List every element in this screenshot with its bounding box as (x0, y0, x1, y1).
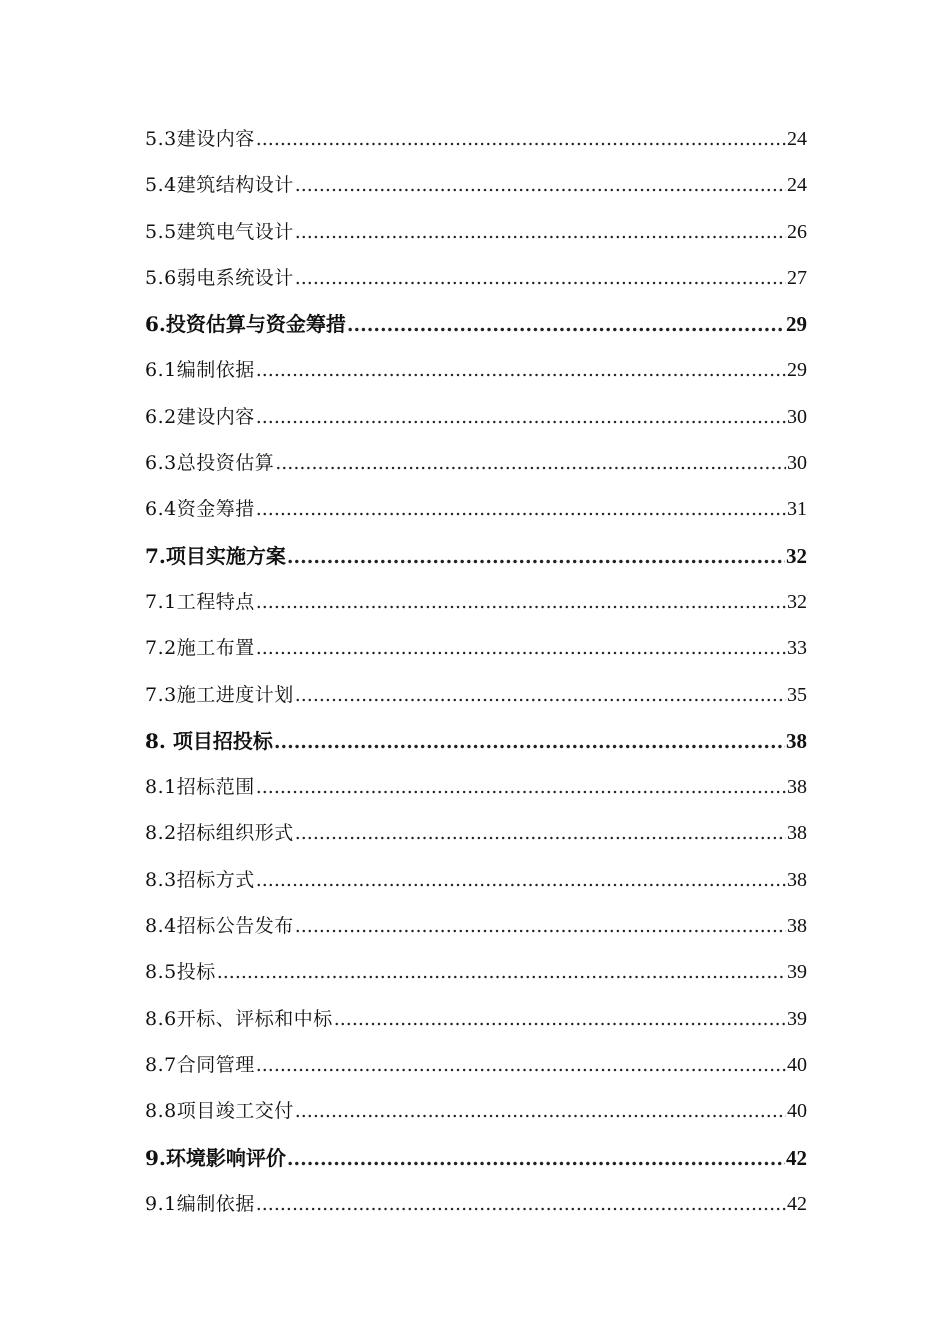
toc-entry-title: 8. 项目招投标 (145, 728, 273, 753)
toc-entry-title: 5.4建筑结构设计 (145, 174, 294, 197)
toc-page-number: 40 (787, 1053, 807, 1076)
toc-page-number: 32 (787, 590, 807, 613)
toc-section-entry[interactable] (145, 255, 807, 301)
toc-dot-leader (256, 486, 786, 532)
table-of-contents (145, 116, 807, 1227)
toc-page-number: 42 (786, 1145, 807, 1170)
toc-dot-leader (256, 116, 786, 162)
toc-dot-leader (256, 579, 786, 625)
toc-page-number: 35 (787, 683, 807, 706)
toc-section-entry[interactable] (145, 857, 807, 903)
toc-page-number: 38 (786, 728, 807, 753)
toc-entry-title: 8.7合同管理 (145, 1053, 255, 1076)
toc-section-entry[interactable] (145, 116, 807, 162)
toc-entry-title: 7.2施工布置 (145, 637, 255, 660)
toc-entry-title: 6.1编制依据 (145, 359, 255, 382)
toc-entry-title: 8.2招标组织形式 (145, 822, 294, 845)
toc-section-entry[interactable] (145, 949, 807, 995)
toc-dot-leader (295, 903, 786, 949)
toc-page-number: 32 (786, 543, 807, 568)
toc-dot-leader (256, 764, 786, 810)
toc-entry-title: 8.8项目竣工交付 (145, 1100, 294, 1123)
toc-page-number: 38 (787, 915, 807, 938)
toc-page-number: 29 (786, 312, 807, 337)
toc-section-entry[interactable] (145, 209, 807, 255)
toc-page-number: 39 (787, 961, 807, 984)
toc-dot-leader (275, 440, 786, 486)
toc-entry-title: 8.4招标公告发布 (145, 915, 294, 938)
toc-section-entry[interactable] (145, 394, 807, 440)
toc-entry-title: 9.环境影响评价 (145, 1145, 286, 1170)
toc-page-number: 30 (787, 405, 807, 428)
toc-entry-title: 5.6弱电系统设计 (145, 266, 294, 289)
toc-dot-leader (295, 255, 786, 301)
toc-dot-leader (256, 857, 786, 903)
toc-section-entry[interactable] (145, 1181, 807, 1227)
toc-page-number: 31 (787, 498, 807, 521)
toc-page-number: 33 (787, 637, 807, 660)
toc-entry-title: 6.3总投资估算 (145, 452, 275, 475)
toc-entry-title: 8.3招标方式 (145, 868, 255, 891)
toc-dot-leader (347, 302, 785, 348)
toc-dot-leader (274, 719, 785, 765)
toc-page-number: 26 (787, 220, 807, 243)
toc-dot-leader (295, 1088, 786, 1134)
toc-dot-leader (217, 949, 786, 995)
toc-entry-title: 5.5建筑电气设计 (145, 220, 294, 243)
toc-section-entry[interactable] (145, 625, 807, 671)
toc-entry-title: 6.投资估算与资金筹措 (145, 312, 346, 337)
toc-dot-leader (295, 209, 786, 255)
toc-chapter-entry[interactable] (145, 533, 807, 579)
toc-section-entry[interactable] (145, 486, 807, 532)
toc-dot-leader (295, 810, 786, 856)
toc-entry-title: 7.1工程特点 (145, 590, 255, 613)
toc-dot-leader (256, 625, 786, 671)
toc-entry-title: 6.2建设内容 (145, 405, 255, 428)
toc-section-entry[interactable] (145, 347, 807, 393)
toc-page-number: 24 (787, 174, 807, 197)
toc-dot-leader (295, 162, 786, 208)
toc-dot-leader (287, 534, 785, 580)
toc-section-entry[interactable] (145, 903, 807, 949)
toc-page-number: 24 (787, 128, 807, 150)
toc-page-number: 38 (787, 868, 807, 891)
toc-section-entry[interactable] (145, 996, 807, 1042)
toc-page-number: 38 (787, 776, 807, 799)
toc-entry-title: 8.1招标范围 (145, 776, 255, 799)
toc-dot-leader (295, 672, 786, 718)
toc-dot-leader (334, 996, 786, 1042)
toc-page-number: 39 (787, 1007, 807, 1030)
toc-page-number: 40 (787, 1100, 807, 1123)
toc-dot-leader (287, 1136, 785, 1182)
toc-section-entry[interactable] (145, 162, 807, 208)
toc-section-entry[interactable] (145, 1042, 807, 1088)
toc-page-number: 38 (787, 822, 807, 845)
toc-entry-title: 9.1编制依据 (145, 1192, 255, 1215)
toc-entry-title: 8.6开标、评标和中标 (145, 1007, 333, 1030)
toc-dot-leader (256, 394, 786, 440)
toc-section-entry[interactable] (145, 440, 807, 486)
toc-entry-title: 8.5投标 (145, 961, 216, 984)
toc-section-entry[interactable] (145, 764, 807, 810)
toc-chapter-entry[interactable] (145, 301, 807, 347)
toc-dot-leader (256, 1181, 786, 1227)
toc-chapter-entry[interactable] (145, 1135, 807, 1181)
toc-page-number: 30 (787, 452, 807, 475)
toc-dot-leader (256, 347, 786, 393)
toc-chapter-entry[interactable] (145, 718, 807, 764)
toc-section-entry[interactable] (145, 672, 807, 718)
toc-page-number: 29 (787, 359, 807, 382)
toc-entry-title: 7.3施工进度计划 (145, 683, 294, 706)
toc-entry-title: 7.项目实施方案 (145, 543, 286, 568)
toc-section-entry[interactable] (145, 810, 807, 856)
toc-section-entry[interactable] (145, 1088, 807, 1134)
toc-dot-leader (256, 1042, 786, 1088)
toc-page-number: 27 (787, 266, 807, 289)
toc-section-entry[interactable] (145, 579, 807, 625)
toc-entry-title: 5.3建设内容 (145, 128, 255, 150)
toc-entry-title: 6.4资金筹措 (145, 498, 255, 521)
toc-page-number: 42 (787, 1192, 807, 1215)
